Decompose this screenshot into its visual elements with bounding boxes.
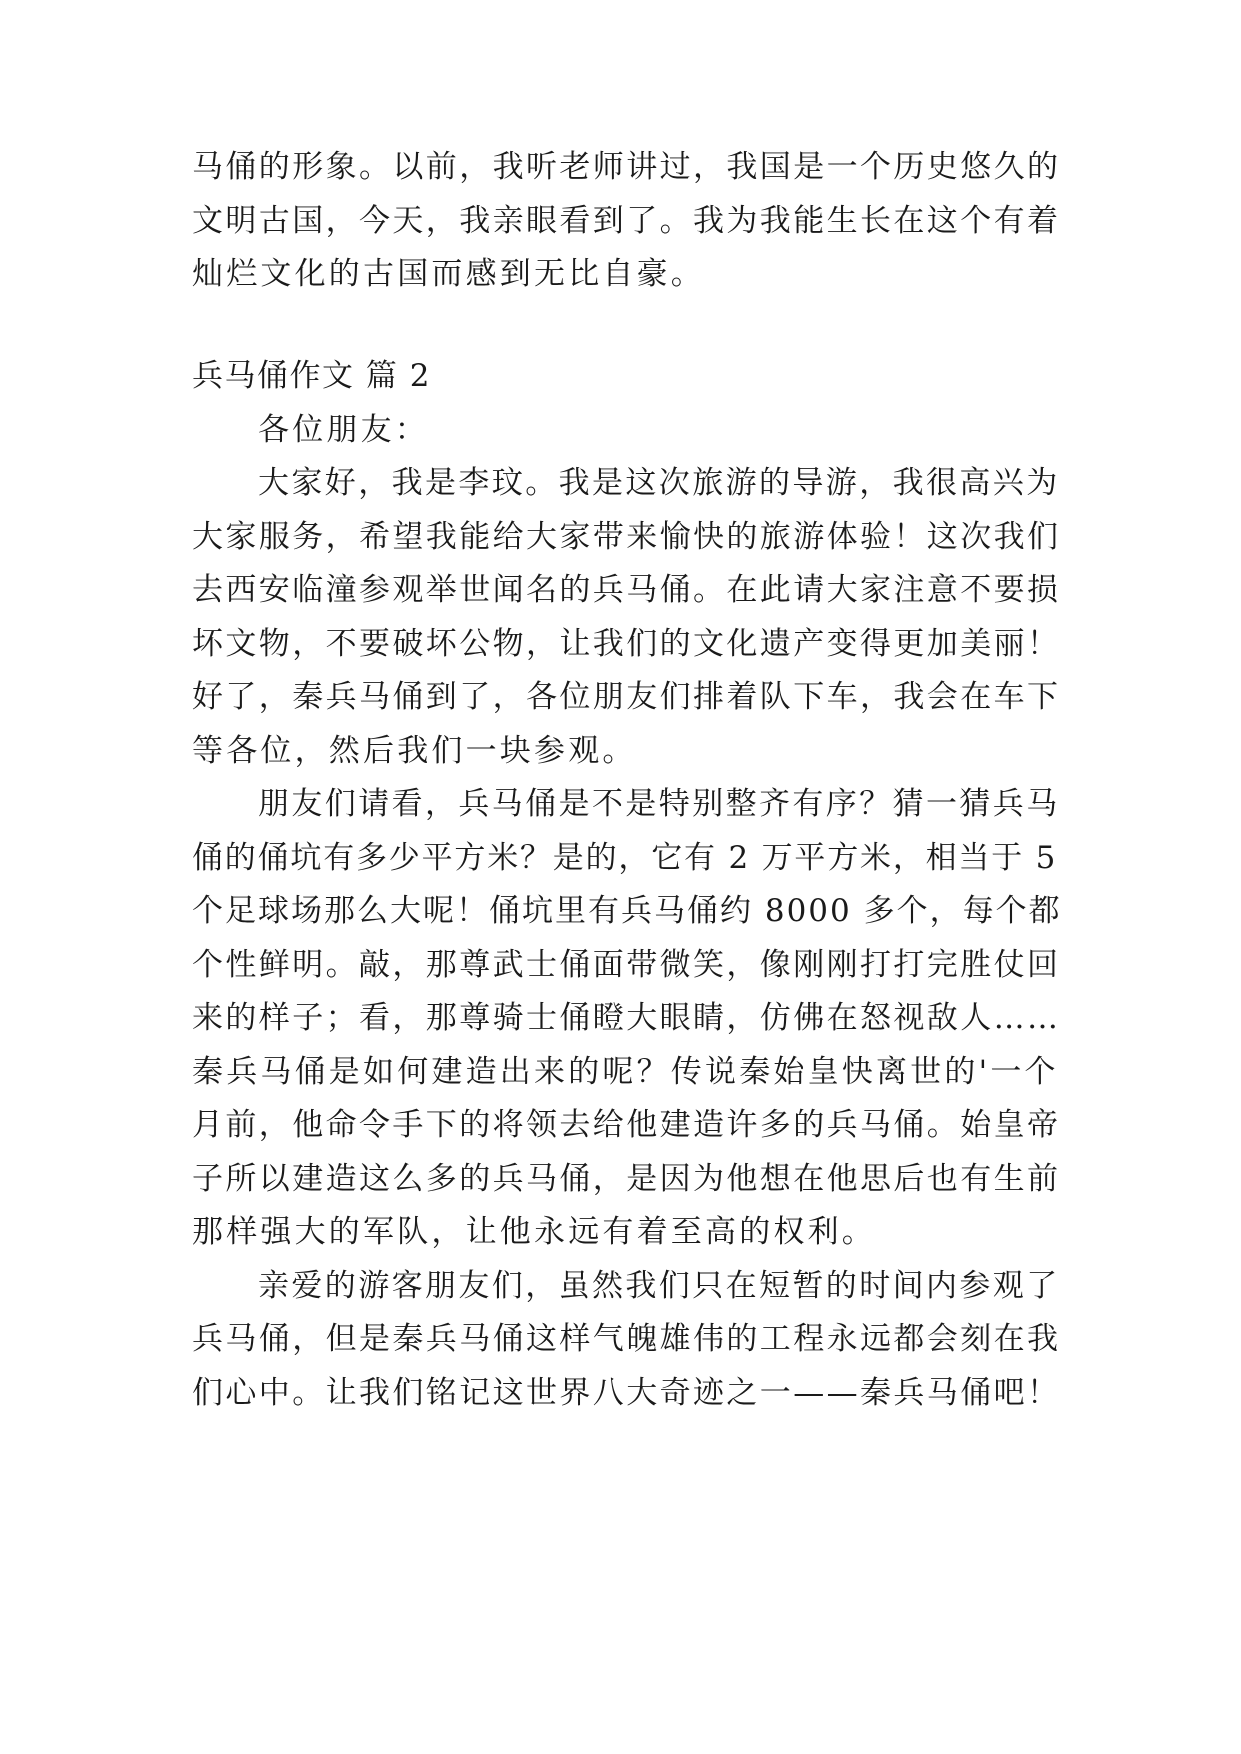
para1-line-3: 去西安临潼参观举世闻名的兵马俑。在此请大家注意不要损 bbox=[192, 572, 1061, 608]
para3-line-3: 们心中。让我们铭记这世界八大奇迹之一——秦兵马俑吧！ bbox=[192, 1375, 1061, 1411]
para1-line-2: 大家服务，希望我能给大家带来愉快的旅游体验！这次我们 bbox=[192, 519, 1061, 555]
section-title: 兵马俑作文 篇 2 bbox=[192, 358, 431, 394]
para2-line-8: 子所以建造这么多的兵马俑，是因为他想在他思后也有生前 bbox=[192, 1161, 1061, 1197]
para1-line-5: 好了，秦兵马俑到了，各位朋友们排着队下车，我会在车下 bbox=[192, 679, 1061, 715]
intro-line-2: 文明古国，今天，我亲眼看到了。我为我能生长在这个有着 bbox=[192, 203, 1061, 239]
para2-line-4: 个性鲜明。敲，那尊武士俑面带微笑，像刚刚打打完胜仗回 bbox=[192, 947, 1061, 983]
para2-line-6: 秦兵马俑是如何建造出来的呢？传说秦始皇快离世的'一个 bbox=[192, 1054, 1059, 1090]
para2-line-1: 朋友们请看，兵马俑是不是特别整齐有序？猜一猜兵马 bbox=[258, 786, 1060, 822]
para2-line-2: 俑的俑坑有多少平方米？是的，它有 2 万平方米，相当于 5 bbox=[192, 840, 1058, 876]
para1-line-6: 等各位，然后我们一块参观。 bbox=[192, 733, 637, 769]
greeting: 各位朋友： bbox=[258, 412, 429, 448]
para2-line-9: 那样强大的军队，让他永远有着至高的权利。 bbox=[192, 1214, 876, 1250]
para1-line-1: 大家好，我是李玟。我是这次旅游的导游，我很高兴为 bbox=[258, 465, 1060, 501]
intro-line-1: 马俑的形象。以前，我听老师讲过，我国是一个历史悠久的 bbox=[192, 149, 1061, 185]
para3-line-2: 兵马俑，但是秦兵马俑这样气魄雄伟的工程永远都会刻在我 bbox=[192, 1321, 1061, 1357]
para2-line-3: 个足球场那么大呢！俑坑里有兵马俑约 8000 多个，每个都 bbox=[192, 893, 1062, 929]
intro-line-3: 灿烂文化的古国而感到无比自豪。 bbox=[192, 256, 705, 292]
para1-line-4: 坏文物，不要破坏公物，让我们的文化遗产变得更加美丽！ bbox=[192, 626, 1061, 662]
para2-line-5: 来的样子；看，那尊骑士俑瞪大眼睛，仿佛在怒视敌人…… bbox=[192, 1000, 1061, 1036]
para3-line-1: 亲爱的游客朋友们，虽然我们只在短暂的时间内参观了 bbox=[258, 1268, 1060, 1304]
para2-line-7: 月前，他命令手下的将领去给他建造许多的兵马俑。始皇帝 bbox=[192, 1107, 1061, 1143]
